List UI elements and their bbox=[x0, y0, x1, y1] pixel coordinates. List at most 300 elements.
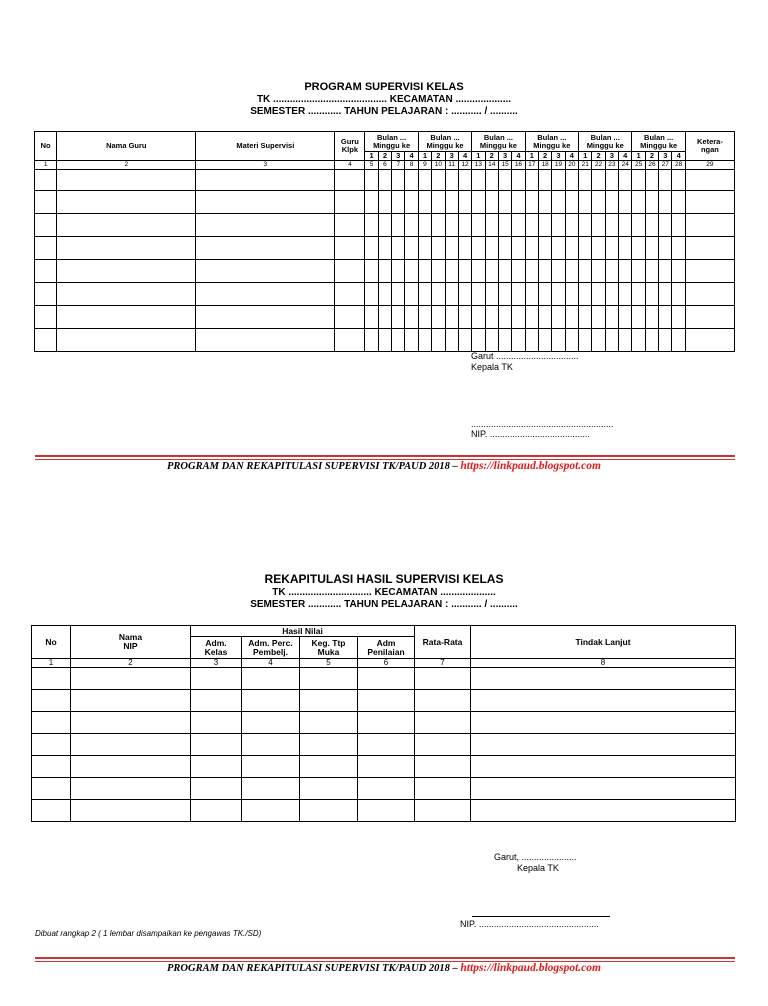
table-cell[interactable] bbox=[445, 283, 458, 306]
table-cell[interactable] bbox=[191, 690, 242, 712]
table-cell[interactable] bbox=[525, 237, 538, 260]
table-row bbox=[35, 306, 735, 329]
table-cell[interactable] bbox=[432, 306, 445, 329]
table-cell[interactable] bbox=[592, 306, 605, 329]
table-cell[interactable] bbox=[378, 214, 391, 237]
table-cell[interactable] bbox=[592, 329, 605, 352]
table-cell[interactable] bbox=[672, 237, 685, 260]
table-cell[interactable] bbox=[196, 260, 335, 283]
table-cell[interactable] bbox=[592, 170, 605, 191]
table-cell[interactable] bbox=[619, 306, 632, 329]
table-cell[interactable] bbox=[498, 329, 511, 352]
table-cell[interactable] bbox=[605, 191, 618, 214]
table-cell[interactable] bbox=[196, 191, 335, 214]
table-cell[interactable] bbox=[565, 170, 578, 191]
table-cell[interactable] bbox=[71, 734, 191, 756]
table-cell[interactable] bbox=[645, 329, 658, 352]
table-cell[interactable] bbox=[365, 260, 378, 283]
table-cell[interactable] bbox=[445, 306, 458, 329]
table-cell[interactable] bbox=[619, 260, 632, 283]
table-cell[interactable] bbox=[485, 170, 498, 191]
table-cell[interactable] bbox=[445, 214, 458, 237]
table-cell[interactable] bbox=[378, 237, 391, 260]
table-cell[interactable] bbox=[32, 778, 71, 800]
table-cell[interactable] bbox=[605, 283, 618, 306]
rekap-col-tindak-lanjut: Tindak Lanjut bbox=[471, 626, 736, 659]
table-cell[interactable] bbox=[645, 191, 658, 214]
table-cell[interactable] bbox=[35, 260, 57, 283]
table-cell[interactable] bbox=[335, 283, 365, 306]
table-cell[interactable] bbox=[552, 260, 565, 283]
table-cell[interactable] bbox=[472, 191, 485, 214]
table-cell[interactable] bbox=[300, 734, 358, 756]
table-cell[interactable] bbox=[579, 283, 592, 306]
program-signature-name-line: ......................................................... bbox=[471, 419, 614, 429]
table-cell[interactable] bbox=[659, 191, 672, 214]
table-cell[interactable] bbox=[645, 306, 658, 329]
table-cell[interactable] bbox=[605, 170, 618, 191]
table-cell[interactable] bbox=[432, 329, 445, 352]
table-cell[interactable] bbox=[32, 734, 71, 756]
table-cell[interactable] bbox=[565, 237, 578, 260]
table-cell[interactable] bbox=[35, 283, 57, 306]
table-cell[interactable] bbox=[242, 734, 300, 756]
table-cell[interactable] bbox=[300, 778, 358, 800]
table-cell[interactable] bbox=[57, 170, 196, 191]
table-cell[interactable] bbox=[685, 329, 734, 352]
table-cell[interactable] bbox=[365, 283, 378, 306]
table-cell[interactable] bbox=[191, 712, 242, 734]
table-cell[interactable] bbox=[619, 170, 632, 191]
table-cell[interactable] bbox=[57, 191, 196, 214]
table-cell[interactable] bbox=[632, 237, 645, 260]
footer-1-text: PROGRAM DAN REKAPITULASI SUPERVISI TK/PAUD 2018 – bbox=[167, 461, 461, 472]
table-cell[interactable] bbox=[365, 329, 378, 352]
table-cell[interactable] bbox=[565, 191, 578, 214]
table-cell[interactable] bbox=[445, 260, 458, 283]
table-cell[interactable] bbox=[405, 170, 418, 191]
table-cell[interactable] bbox=[538, 214, 551, 237]
table-cell[interactable] bbox=[645, 170, 658, 191]
table-cell[interactable] bbox=[365, 191, 378, 214]
table-cell[interactable] bbox=[196, 283, 335, 306]
table-cell[interactable] bbox=[565, 329, 578, 352]
table-cell[interactable] bbox=[458, 306, 471, 329]
table-cell[interactable] bbox=[525, 283, 538, 306]
table-cell[interactable] bbox=[512, 329, 525, 352]
table-cell[interactable] bbox=[35, 329, 57, 352]
table-cell[interactable] bbox=[415, 734, 471, 756]
footer-1-link[interactable]: https://linkpaud.blogspot.com bbox=[460, 460, 601, 472]
table-cell[interactable] bbox=[685, 191, 734, 214]
table-cell[interactable] bbox=[358, 734, 415, 756]
table-cell[interactable] bbox=[632, 191, 645, 214]
table-row bbox=[32, 778, 736, 800]
table-cell[interactable] bbox=[605, 260, 618, 283]
table-cell[interactable] bbox=[335, 214, 365, 237]
table-cell[interactable] bbox=[35, 191, 57, 214]
table-cell[interactable] bbox=[335, 260, 365, 283]
table-cell[interactable] bbox=[538, 329, 551, 352]
table-cell[interactable] bbox=[552, 283, 565, 306]
table-cell[interactable] bbox=[672, 329, 685, 352]
table-cell[interactable] bbox=[392, 260, 405, 283]
table-cell[interactable] bbox=[300, 668, 358, 690]
table-cell[interactable] bbox=[432, 260, 445, 283]
table-cell[interactable] bbox=[525, 329, 538, 352]
table-cell[interactable] bbox=[335, 170, 365, 191]
table-cell[interactable] bbox=[365, 237, 378, 260]
table-cell[interactable] bbox=[300, 800, 358, 822]
table-cell[interactable] bbox=[242, 712, 300, 734]
table-cell[interactable] bbox=[405, 260, 418, 283]
table-cell[interactable] bbox=[471, 778, 736, 800]
table-cell[interactable] bbox=[632, 170, 645, 191]
table-cell[interactable] bbox=[632, 214, 645, 237]
table-cell[interactable] bbox=[242, 800, 300, 822]
table-cell[interactable] bbox=[632, 260, 645, 283]
table-cell[interactable] bbox=[645, 237, 658, 260]
table-cell[interactable] bbox=[552, 214, 565, 237]
table-cell[interactable] bbox=[300, 756, 358, 778]
table-cell[interactable] bbox=[196, 237, 335, 260]
table-cell[interactable] bbox=[538, 306, 551, 329]
table-cell[interactable] bbox=[405, 237, 418, 260]
table-cell[interactable] bbox=[392, 329, 405, 352]
col-number-12: 12 bbox=[458, 161, 471, 170]
table-cell[interactable] bbox=[605, 329, 618, 352]
table-cell[interactable] bbox=[632, 329, 645, 352]
table-cell[interactable] bbox=[432, 170, 445, 191]
table-cell[interactable] bbox=[565, 260, 578, 283]
table-cell[interactable] bbox=[191, 668, 242, 690]
table-cell[interactable] bbox=[472, 170, 485, 191]
table-cell[interactable] bbox=[32, 690, 71, 712]
table-cell[interactable] bbox=[605, 306, 618, 329]
table-cell[interactable] bbox=[405, 191, 418, 214]
table-cell[interactable] bbox=[472, 214, 485, 237]
table-cell[interactable] bbox=[552, 170, 565, 191]
table-cell[interactable] bbox=[672, 191, 685, 214]
table-cell[interactable] bbox=[485, 260, 498, 283]
table-cell[interactable] bbox=[498, 191, 511, 214]
table-cell[interactable] bbox=[392, 237, 405, 260]
table-cell[interactable] bbox=[579, 214, 592, 237]
table-cell[interactable] bbox=[512, 214, 525, 237]
table-cell[interactable] bbox=[191, 800, 242, 822]
table-cell[interactable] bbox=[418, 283, 431, 306]
table-cell[interactable] bbox=[191, 756, 242, 778]
table-cell[interactable] bbox=[458, 283, 471, 306]
table-cell[interactable] bbox=[32, 756, 71, 778]
table-cell[interactable] bbox=[365, 306, 378, 329]
table-cell[interactable] bbox=[672, 170, 685, 191]
table-cell[interactable] bbox=[579, 260, 592, 283]
table-cell[interactable] bbox=[432, 283, 445, 306]
table-cell[interactable] bbox=[592, 214, 605, 237]
table-cell[interactable] bbox=[672, 306, 685, 329]
table-cell[interactable] bbox=[659, 306, 672, 329]
table-cell[interactable] bbox=[458, 191, 471, 214]
table-cell[interactable] bbox=[592, 283, 605, 306]
table-cell[interactable] bbox=[418, 260, 431, 283]
table-cell[interactable] bbox=[458, 214, 471, 237]
table-cell[interactable] bbox=[57, 260, 196, 283]
table-cell[interactable] bbox=[565, 283, 578, 306]
table-cell[interactable] bbox=[300, 690, 358, 712]
rekap-col-adm-perc-line1: Adm. Perc. bbox=[248, 637, 293, 648]
footer-2-link[interactable]: https://linkpaud.blogspot.com bbox=[460, 962, 601, 974]
table-cell[interactable] bbox=[579, 191, 592, 214]
table-row bbox=[32, 734, 736, 756]
table-cell[interactable] bbox=[552, 237, 565, 260]
table-cell[interactable] bbox=[579, 170, 592, 191]
table-cell[interactable] bbox=[196, 329, 335, 352]
table-cell[interactable] bbox=[392, 214, 405, 237]
table-cell[interactable] bbox=[485, 214, 498, 237]
table-cell[interactable] bbox=[552, 191, 565, 214]
table-cell[interactable] bbox=[565, 214, 578, 237]
table-cell[interactable] bbox=[685, 214, 734, 237]
table-cell[interactable] bbox=[538, 260, 551, 283]
table-cell[interactable] bbox=[498, 260, 511, 283]
table-cell[interactable] bbox=[659, 214, 672, 237]
table-cell[interactable] bbox=[659, 170, 672, 191]
table-cell[interactable] bbox=[418, 306, 431, 329]
table-cell[interactable] bbox=[71, 756, 191, 778]
table-cell[interactable] bbox=[552, 306, 565, 329]
table-cell[interactable] bbox=[619, 214, 632, 237]
table-cell[interactable] bbox=[32, 668, 71, 690]
table-cell[interactable] bbox=[512, 237, 525, 260]
table-cell[interactable] bbox=[605, 214, 618, 237]
table-cell[interactable] bbox=[71, 690, 191, 712]
table-cell[interactable] bbox=[592, 260, 605, 283]
table-cell[interactable] bbox=[405, 306, 418, 329]
table-cell[interactable] bbox=[485, 237, 498, 260]
table-cell[interactable] bbox=[512, 170, 525, 191]
table-cell[interactable] bbox=[619, 283, 632, 306]
table-cell[interactable] bbox=[471, 712, 736, 734]
table-cell[interactable] bbox=[445, 329, 458, 352]
table-cell[interactable] bbox=[365, 214, 378, 237]
table-cell[interactable] bbox=[358, 800, 415, 822]
table-cell[interactable] bbox=[579, 306, 592, 329]
table-cell[interactable] bbox=[71, 800, 191, 822]
table-cell[interactable] bbox=[432, 237, 445, 260]
table-cell[interactable] bbox=[645, 260, 658, 283]
table-cell[interactable] bbox=[538, 170, 551, 191]
table-cell[interactable] bbox=[358, 756, 415, 778]
table-cell[interactable] bbox=[538, 237, 551, 260]
table-cell[interactable] bbox=[358, 712, 415, 734]
table-cell[interactable] bbox=[335, 329, 365, 352]
table-cell[interactable] bbox=[579, 237, 592, 260]
table-cell[interactable] bbox=[57, 283, 196, 306]
table-cell[interactable] bbox=[605, 237, 618, 260]
table-cell[interactable] bbox=[191, 778, 242, 800]
table-cell[interactable] bbox=[418, 214, 431, 237]
table-cell[interactable] bbox=[485, 306, 498, 329]
table-cell[interactable] bbox=[242, 690, 300, 712]
table-cell[interactable] bbox=[525, 170, 538, 191]
table-cell[interactable] bbox=[685, 306, 734, 329]
table-cell[interactable] bbox=[458, 170, 471, 191]
table-cell[interactable] bbox=[498, 237, 511, 260]
table-cell[interactable] bbox=[685, 283, 734, 306]
table-cell[interactable] bbox=[378, 306, 391, 329]
table-cell[interactable] bbox=[378, 170, 391, 191]
table-cell[interactable] bbox=[418, 170, 431, 191]
table-cell[interactable] bbox=[335, 191, 365, 214]
table-cell[interactable] bbox=[645, 283, 658, 306]
table-cell[interactable] bbox=[196, 214, 335, 237]
table-cell[interactable] bbox=[632, 306, 645, 329]
table-cell[interactable] bbox=[659, 329, 672, 352]
table-cell[interactable] bbox=[358, 668, 415, 690]
table-cell[interactable] bbox=[378, 191, 391, 214]
table-cell[interactable] bbox=[659, 260, 672, 283]
table-cell[interactable] bbox=[335, 237, 365, 260]
rekap-col-adm-pen-line2: Penilaian bbox=[367, 646, 405, 657]
table-cell[interactable] bbox=[432, 214, 445, 237]
table-cell[interactable] bbox=[392, 170, 405, 191]
table-cell[interactable] bbox=[619, 329, 632, 352]
table-cell[interactable] bbox=[458, 260, 471, 283]
table-cell[interactable] bbox=[512, 260, 525, 283]
table-cell[interactable] bbox=[458, 237, 471, 260]
table-cell[interactable] bbox=[619, 191, 632, 214]
table-cell[interactable] bbox=[579, 329, 592, 352]
table-cell[interactable] bbox=[672, 214, 685, 237]
table-cell[interactable] bbox=[242, 668, 300, 690]
table-cell[interactable] bbox=[57, 306, 196, 329]
table-cell[interactable] bbox=[35, 170, 57, 191]
table-cell[interactable] bbox=[418, 191, 431, 214]
table-cell[interactable] bbox=[196, 306, 335, 329]
col-bulan-4 bbox=[525, 132, 578, 152]
table-cell[interactable] bbox=[57, 237, 196, 260]
table-cell[interactable] bbox=[672, 283, 685, 306]
table-cell[interactable] bbox=[525, 214, 538, 237]
table-cell[interactable] bbox=[415, 668, 471, 690]
table-cell[interactable] bbox=[472, 237, 485, 260]
table-cell[interactable] bbox=[35, 214, 57, 237]
table-cell[interactable] bbox=[415, 778, 471, 800]
table-cell[interactable] bbox=[418, 237, 431, 260]
table-cell[interactable] bbox=[242, 778, 300, 800]
table-cell[interactable] bbox=[512, 191, 525, 214]
table-cell[interactable] bbox=[525, 306, 538, 329]
table-cell[interactable] bbox=[485, 283, 498, 306]
table-cell[interactable] bbox=[378, 260, 391, 283]
table-cell[interactable] bbox=[358, 690, 415, 712]
table-cell[interactable] bbox=[498, 170, 511, 191]
table-cell[interactable] bbox=[378, 283, 391, 306]
table-cell[interactable] bbox=[35, 306, 57, 329]
table-cell[interactable] bbox=[358, 778, 415, 800]
table-cell[interactable] bbox=[525, 191, 538, 214]
table-cell[interactable] bbox=[672, 260, 685, 283]
table-cell[interactable] bbox=[498, 214, 511, 237]
table-cell[interactable] bbox=[485, 329, 498, 352]
table-cell[interactable] bbox=[685, 170, 734, 191]
table-cell[interactable] bbox=[565, 306, 578, 329]
table-cell[interactable] bbox=[415, 690, 471, 712]
table-cell[interactable] bbox=[498, 283, 511, 306]
table-cell[interactable] bbox=[242, 756, 300, 778]
table-cell[interactable] bbox=[71, 668, 191, 690]
table-cell[interactable] bbox=[472, 283, 485, 306]
table-cell[interactable] bbox=[35, 237, 57, 260]
table-cell[interactable] bbox=[300, 712, 358, 734]
table-cell[interactable] bbox=[498, 306, 511, 329]
table-cell[interactable] bbox=[458, 329, 471, 352]
table-cell[interactable] bbox=[415, 756, 471, 778]
table-cell[interactable] bbox=[196, 170, 335, 191]
table-cell[interactable] bbox=[365, 170, 378, 191]
table-cell[interactable] bbox=[471, 668, 736, 690]
table-cell[interactable] bbox=[445, 191, 458, 214]
table-cell[interactable] bbox=[538, 283, 551, 306]
table-cell[interactable] bbox=[71, 778, 191, 800]
table-cell[interactable] bbox=[405, 283, 418, 306]
table-cell[interactable] bbox=[405, 329, 418, 352]
table-cell[interactable] bbox=[415, 712, 471, 734]
table-cell[interactable] bbox=[57, 329, 196, 352]
table-cell[interactable] bbox=[392, 191, 405, 214]
table-cell[interactable] bbox=[415, 800, 471, 822]
table-cell[interactable] bbox=[592, 191, 605, 214]
table-cell[interactable] bbox=[472, 260, 485, 283]
table-cell[interactable] bbox=[32, 800, 71, 822]
table-cell[interactable] bbox=[471, 690, 736, 712]
table-cell[interactable] bbox=[471, 800, 736, 822]
table-cell[interactable] bbox=[418, 329, 431, 352]
table-cell[interactable] bbox=[335, 306, 365, 329]
table-cell[interactable] bbox=[405, 214, 418, 237]
table-cell[interactable] bbox=[512, 306, 525, 329]
table-cell[interactable] bbox=[378, 329, 391, 352]
table-cell[interactable] bbox=[619, 237, 632, 260]
table-cell[interactable] bbox=[592, 237, 605, 260]
table-cell[interactable] bbox=[71, 712, 191, 734]
table-cell[interactable] bbox=[445, 170, 458, 191]
table-cell[interactable] bbox=[512, 283, 525, 306]
table-cell[interactable] bbox=[472, 329, 485, 352]
table-cell[interactable] bbox=[191, 734, 242, 756]
table-cell[interactable] bbox=[57, 214, 196, 237]
table-cell[interactable] bbox=[32, 712, 71, 734]
table-cell[interactable] bbox=[685, 260, 734, 283]
table-cell[interactable] bbox=[552, 329, 565, 352]
table-cell[interactable] bbox=[485, 191, 498, 214]
table-cell[interactable] bbox=[632, 283, 645, 306]
table-cell[interactable] bbox=[432, 191, 445, 214]
table-cell[interactable] bbox=[471, 756, 736, 778]
table-cell[interactable] bbox=[525, 260, 538, 283]
table-cell[interactable] bbox=[392, 306, 405, 329]
table-cell[interactable] bbox=[645, 214, 658, 237]
table-cell[interactable] bbox=[471, 734, 736, 756]
table-cell[interactable] bbox=[659, 283, 672, 306]
table-cell[interactable] bbox=[392, 283, 405, 306]
table-cell[interactable] bbox=[538, 191, 551, 214]
table-cell[interactable] bbox=[445, 237, 458, 260]
table-cell[interactable] bbox=[472, 306, 485, 329]
table-cell[interactable] bbox=[659, 237, 672, 260]
table-cell[interactable] bbox=[685, 237, 734, 260]
